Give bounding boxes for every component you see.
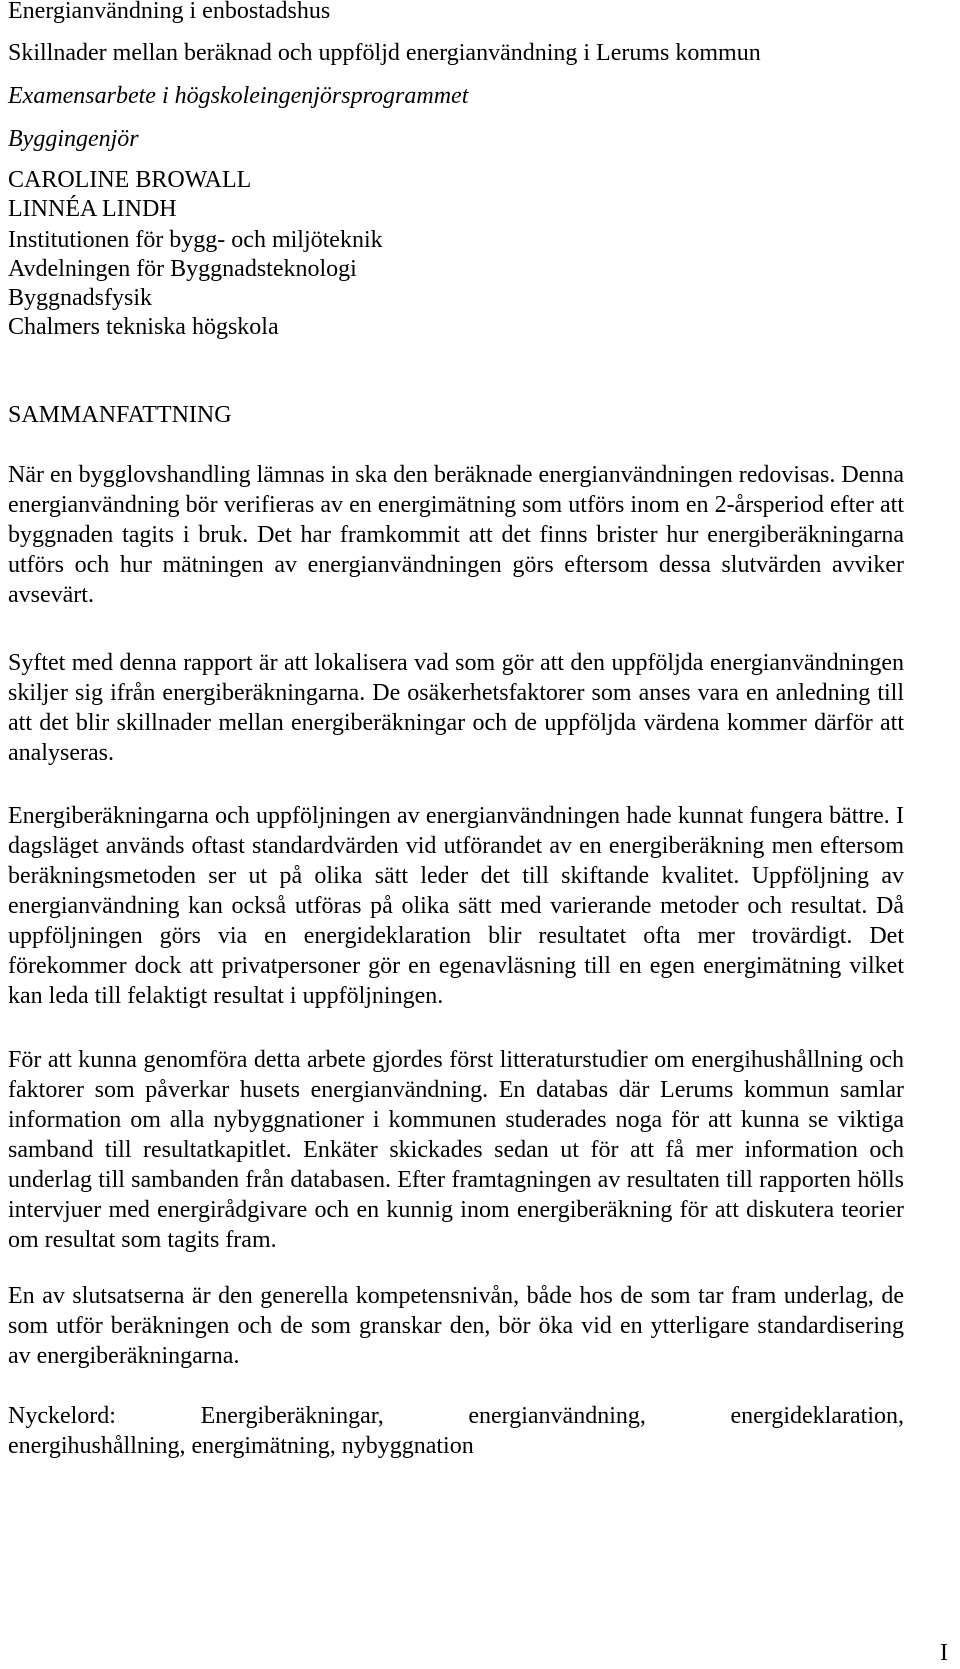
department-line: Byggnadsfysik <box>8 285 152 311</box>
keyword: energideklaration, <box>730 1403 904 1429</box>
department-line: Avdelningen för Byggnadsteknologi <box>8 256 357 282</box>
keywords-block <box>8 1401 904 1461</box>
keywords-line <box>8 1401 904 1431</box>
thesis-type: Examensarbete i högskoleingenjörsprogrammet <box>8 83 469 109</box>
summary-paragraph: Energiberäkningarna och uppföljningen av energianvändningen hade kunnat fungera bättre. I dagsläget används oftast standardvärden vid utförandet av en energiberäkning men eftersom beräkningsmetoden ser ut på olika sätt leder det till skiftande kvalitet. Uppföljning av energianvändning kan också utföras på olika sätt med varierande metoder och resultat. Då uppföljningen görs via en energideklaration blir resultatet ofta mer trovärdigt. Det förekommer dock att privatpersoner gör en egenavläsning till en egen energimätning vilket kan leda till felaktigt resultat i uppföljningen. <box>8 803 904 1009</box>
summary-paragraph: När en bygglovshandling lämnas in ska den beräknade energianvändningen redovisas. Denna energianvändning bör verifieras av en energimätning som utförs inom en 2-årsperiod efter att byggnaden tagits i bruk. Det har framkommit att det finns brister hur energiberäkningarna utförs och hur mätningen av energianvändningen görs eftersom dessa slutvärden avviker avsevärt. <box>8 462 904 608</box>
page-number: I <box>940 1640 948 1666</box>
summary-paragraph: En av slutsatserna är den generella kompetensnivån, både hos de som tar fram underlag, de som utför beräkningen och de som granskar den, bör öka vid en ytterligare standardisering av energiberäkningarna. <box>8 1283 904 1369</box>
summary-paragraph: Syftet med denna rapport är att lokalisera vad som gör att den uppföljda energianvändningen skiljer sig ifrån energiberäkningarna. De osäkerhetsfaktorer som anses vara en anledning till att det blir skillnader mellan energiberäkningar och de uppföljda värdena kommer därför att analyseras. <box>8 650 904 766</box>
authors-block <box>8 166 251 224</box>
department-line: Chalmers tekniska högskola <box>8 314 279 340</box>
author-name: LINNÉA LINDH <box>8 196 177 222</box>
document-subtitle: Skillnader mellan beräknad och uppföljd energianvändning i Lerums kommun <box>8 40 761 66</box>
department-line: Institutionen för bygg- och miljöteknik <box>8 227 383 253</box>
author-name: CAROLINE BROWALL <box>8 167 252 193</box>
keywords-label: Nyckelord: <box>8 1403 116 1429</box>
section-heading: SAMMANFATTNING <box>8 402 232 428</box>
keyword: energianvändning, <box>468 1403 646 1429</box>
department-block <box>8 226 383 342</box>
keywords-continuation: energihushållning, energimätning, nybyggnation <box>8 1433 474 1459</box>
keyword: Energiberäkningar, <box>200 1403 384 1429</box>
document-title: Energianvändning i enbostadshus <box>8 0 331 24</box>
program-name: Byggingenjör <box>8 126 139 152</box>
summary-paragraph: För att kunna genomföra detta arbete gjordes först litteraturstudier om energihushållning och faktorer som påverkar husets energianvändning. En databas där Lerums kommun samlar information om alla nybyggnationer i kommunen studerades noga för att kunna se viktiga samband till resultatkapitlet. Enkäter skickades sedan ut för att få mer information och underlag till sambanden från databasen. Efter framtagningen av resultaten till rapporten hölls intervjuer med energirådgivare och en kunnig inom energiberäkning för att diskutera teorier om resultat som tagits fram. <box>8 1047 904 1253</box>
